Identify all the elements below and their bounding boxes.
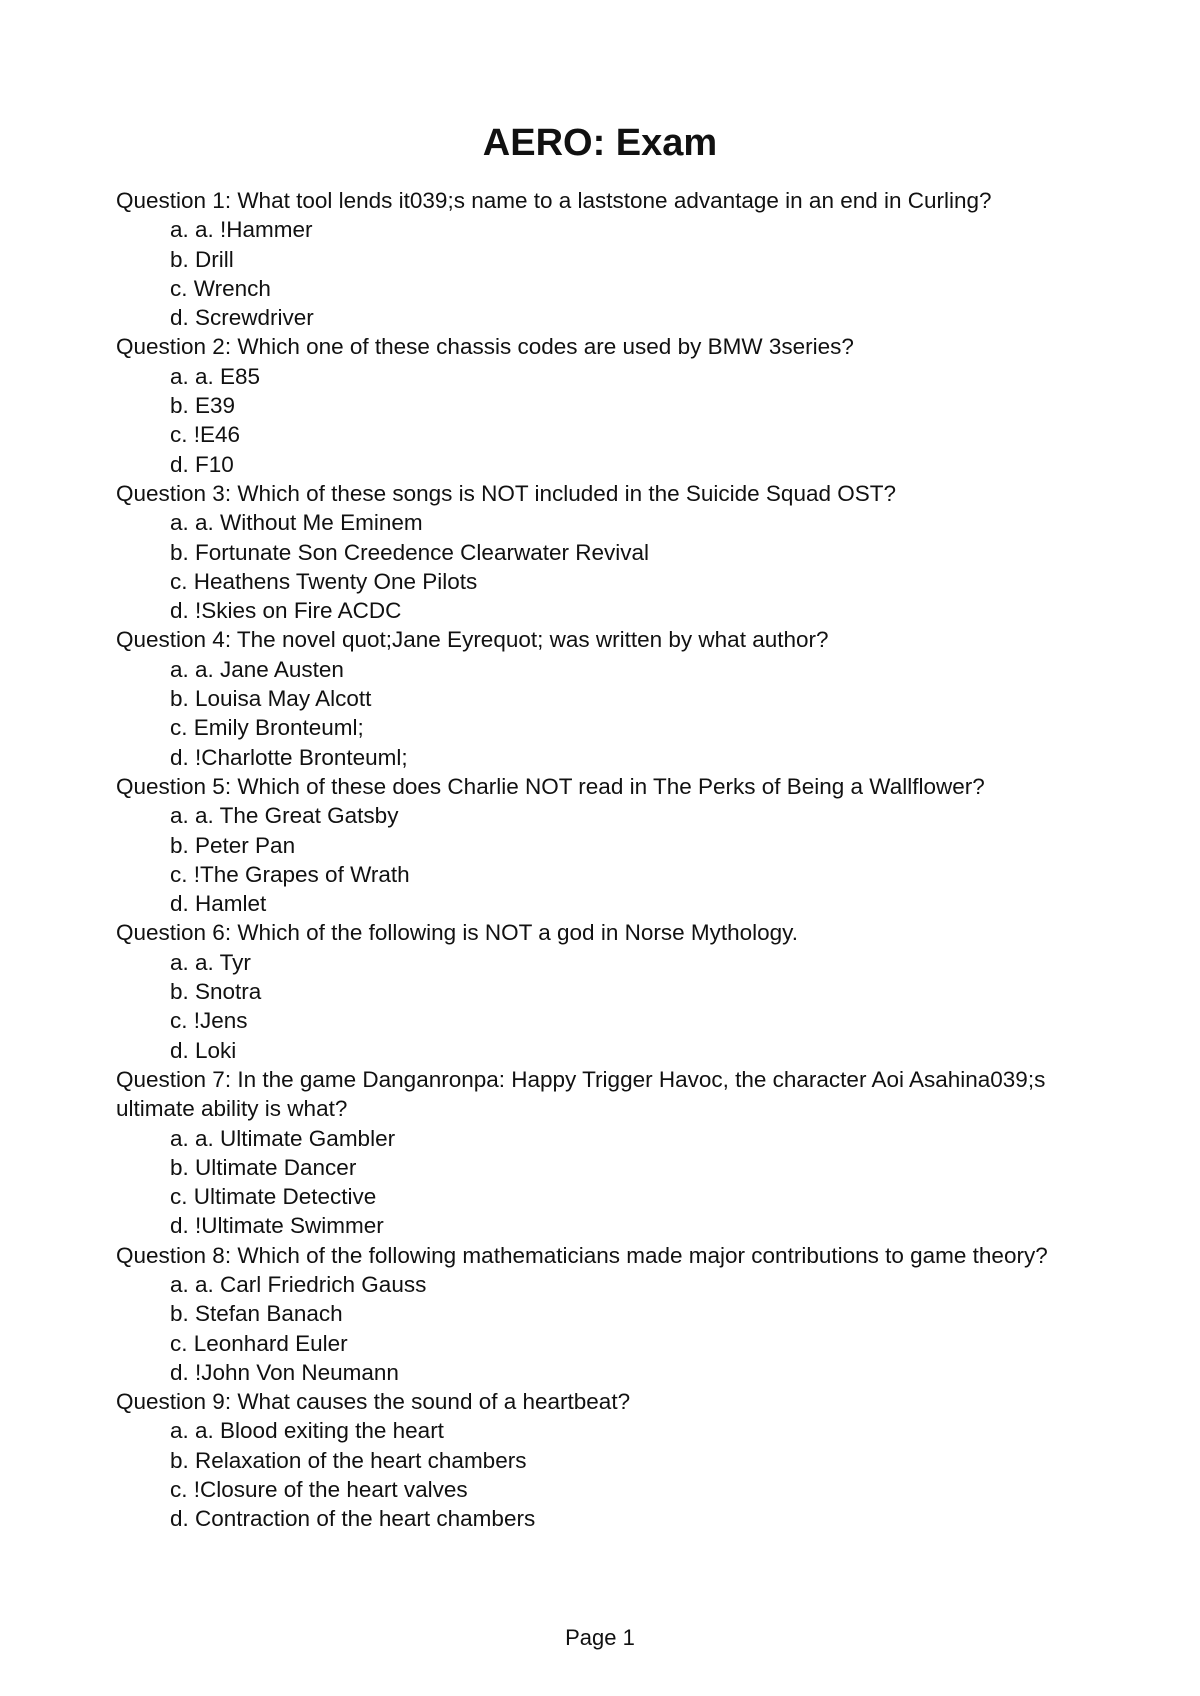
question-list [116, 186, 1096, 1534]
question-text: Question 3: Which of these songs is NOT included in the Suicide Squad OST? [116, 480, 897, 506]
page-title: AERO: Exam [482, 122, 718, 164]
option-item: a. a. E85 [170, 363, 261, 389]
question-text: Question 6: Which of the following is NOT a god in Norse Mythology. [116, 920, 798, 946]
option-item: b. E39 [170, 393, 236, 419]
option-item: b. Relaxation of the heart chambers [170, 1447, 527, 1473]
option-item: b. Drill [170, 246, 234, 272]
option-list [116, 948, 1096, 1065]
option-item: a. a. Jane Austen [170, 656, 344, 682]
option-item: d. F10 [170, 451, 234, 477]
option-item: a. a. The Great Gatsby [170, 803, 399, 829]
option-item: a. a. Tyr [170, 949, 251, 975]
option-item: d. Contraction of the heart chambers [170, 1506, 536, 1532]
question-item [116, 1387, 1096, 1533]
question-item [116, 625, 1096, 771]
question-item [116, 479, 1096, 625]
option-list [116, 801, 1096, 918]
option-item: b. Ultimate Dancer [170, 1154, 357, 1180]
option-list [116, 362, 1096, 479]
option-item: b. Snotra [170, 979, 262, 1005]
question-item [116, 772, 1096, 918]
question-text: Question 1: What tool lends it039;s name to a laststone advantage in an end in Curling? [116, 188, 992, 213]
option-item: a. a. !Hammer [170, 217, 313, 243]
option-item: c. !Jens [170, 1008, 248, 1034]
page-number: Page 1 [565, 1625, 635, 1650]
option-item: b. Peter Pan [170, 832, 296, 858]
option-list [116, 1124, 1096, 1241]
question-text: Question 9: What causes the sound of a heartbeat? [116, 1389, 631, 1415]
option-item: c. Leonhard Euler [170, 1330, 348, 1356]
option-item: c. !The Grapes of Wrath [170, 861, 410, 887]
option-item: d. !Skies on Fire ACDC [170, 598, 402, 624]
option-item: c. Wrench [170, 275, 271, 301]
option-item: a. a. Without Me Eminem [170, 510, 423, 536]
option-item: c. Ultimate Detective [170, 1184, 377, 1210]
option-item: b. Fortunate Son Creedence Clearwater Revival [170, 539, 649, 565]
option-item: d. Loki [170, 1037, 237, 1063]
option-item: d. !Charlotte Bronteuml; [170, 744, 408, 770]
question-text: Question 8: Which of the following mathematicians made major contributions to game theory? [116, 1242, 1048, 1268]
option-item: c. !Closure of the heart valves [170, 1477, 468, 1503]
option-item: c. Emily Bronteuml; [170, 715, 364, 741]
option-list [116, 655, 1096, 772]
option-item: a. a. Ultimate Gambler [170, 1125, 396, 1151]
question-text: Question 2: Which one of these chassis codes are used by BMW 3series? [116, 334, 854, 360]
question-item [116, 1065, 1096, 1241]
question-text: Question 7: In the game Danganronpa: Happy Trigger Havoc, the character Aoi Asahina039;s ultimate ability is what? [116, 1066, 1046, 1122]
option-item: b. Louisa May Alcott [170, 686, 372, 712]
option-list [116, 1416, 1096, 1533]
question-item [116, 1241, 1096, 1387]
option-item: d. !Ultimate Swimmer [170, 1213, 384, 1239]
option-item: a. a. Carl Friedrich Gauss [170, 1271, 427, 1297]
option-item: c. Heathens Twenty One Pilots [170, 568, 478, 594]
option-item: d. !John Von Neumann [170, 1359, 399, 1385]
question-item [116, 918, 1096, 1064]
option-item: a. a. Blood exiting the heart [170, 1418, 444, 1444]
option-item: d. Screwdriver [170, 305, 314, 331]
option-item: b. Stefan Banach [170, 1301, 343, 1327]
question-item [116, 332, 1096, 478]
question-text: Question 5: Which of these does Charlie NOT read in The Perks of Being a Wallflower? [116, 773, 985, 799]
option-item: c. !E46 [170, 422, 241, 448]
option-item: d. Hamlet [170, 891, 267, 917]
question-item [116, 186, 1096, 332]
option-list [116, 508, 1096, 625]
option-list [116, 215, 1096, 332]
option-list [116, 1270, 1096, 1387]
question-text: Question 4: The novel quot;Jane Eyrequot; was written by what author? [116, 627, 829, 653]
